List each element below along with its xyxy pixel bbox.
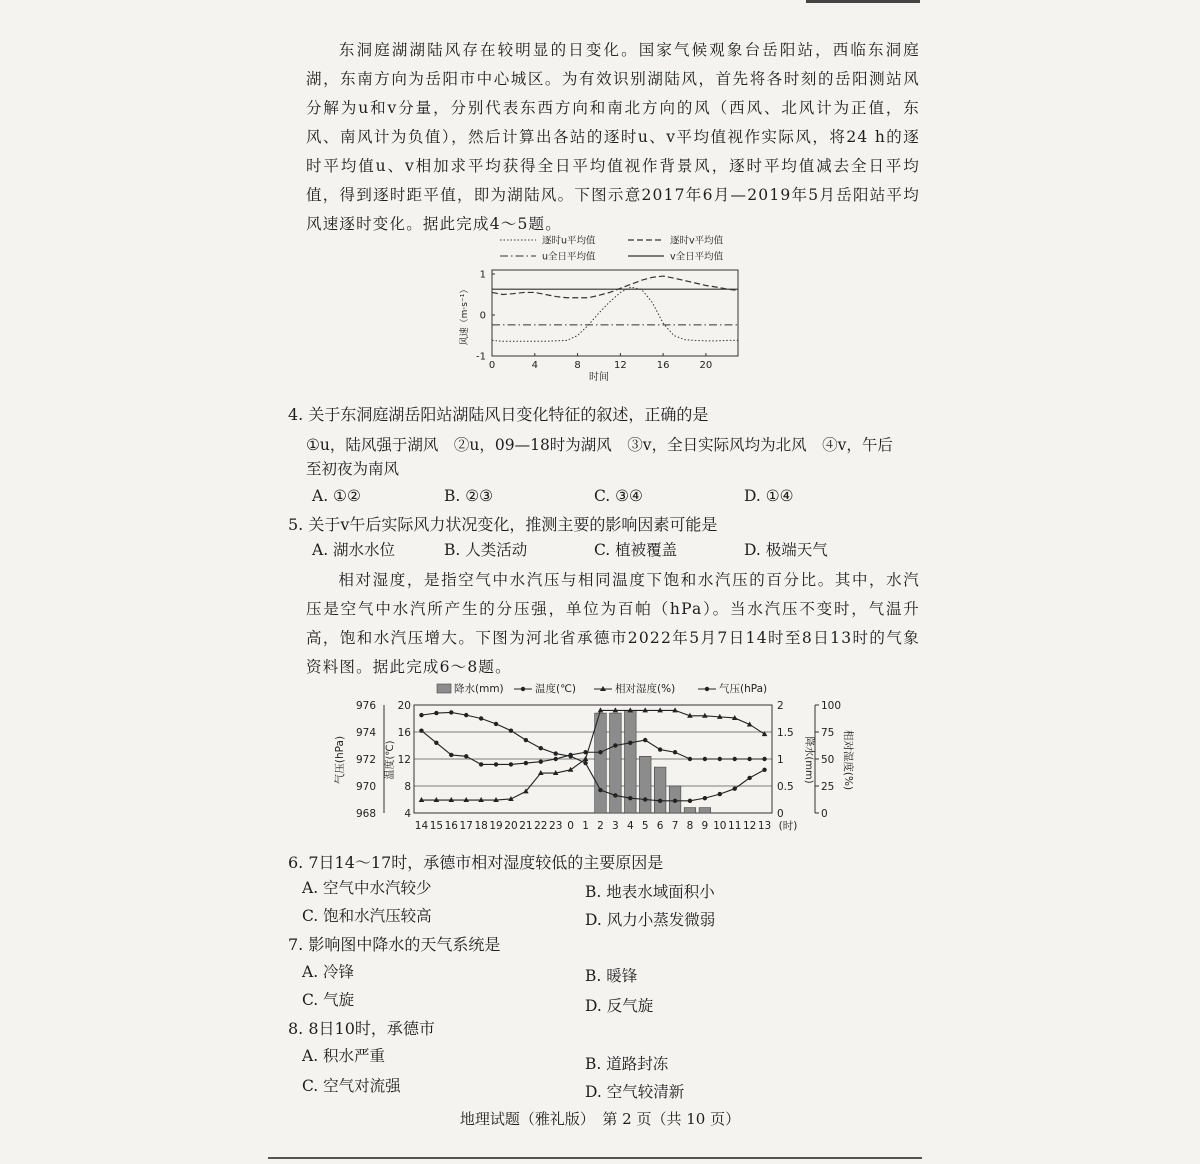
- temperature-point: [688, 799, 692, 803]
- wind-x-tick-label: 4: [531, 360, 538, 371]
- q6-option-a[interactable]: A. 空气中水汽较少: [302, 879, 432, 897]
- question-5-stem: 5. 关于v午后实际风力状况变化，推测主要的影响因素可能是: [288, 515, 718, 534]
- pressure-tick-label: 972: [355, 754, 376, 766]
- intro-paragraph-2: [306, 566, 920, 682]
- hour-unit-label: (时): [778, 820, 798, 832]
- temperature-tick-label: 8: [404, 781, 411, 793]
- temperature-point: [479, 716, 483, 720]
- q5-option-b[interactable]: B. 人类活动: [444, 541, 528, 559]
- pressure-axis-label: 气压(hPa): [334, 735, 346, 785]
- temperature-tick-label: 16: [397, 727, 411, 739]
- precip-bar: [684, 808, 696, 813]
- wind-speed-chart: [448, 232, 748, 382]
- q4-option-d[interactable]: D. ①④: [744, 487, 794, 505]
- page-footer: 地理试题（雅礼版） 第 2 页（共 10 页）: [459, 1110, 741, 1128]
- precip-bar: [610, 713, 622, 813]
- wind-legend-label-2: u全日平均值: [542, 251, 596, 263]
- pressure-point: [688, 757, 692, 761]
- q4-option-c[interactable]: C. ③④: [594, 487, 643, 505]
- q5-option-c[interactable]: C. 植被覆盖: [594, 541, 678, 559]
- pressure-point: [658, 747, 662, 751]
- hour-tick-label: 9: [701, 820, 709, 832]
- q4-option-a[interactable]: A. ①②: [312, 487, 361, 505]
- hour-tick-label: 2: [597, 820, 604, 832]
- humidity-tick-label: 25: [821, 781, 835, 793]
- pressure-point: [643, 738, 647, 742]
- temperature-line: [421, 712, 764, 800]
- pressure-point: [703, 757, 707, 761]
- hour-tick-label: 13: [757, 820, 772, 832]
- hour-tick-label: 22: [534, 820, 548, 832]
- hour-tick-label: 6: [656, 820, 664, 832]
- pressure-tick-label: 976: [355, 700, 376, 712]
- humidity-point: [583, 756, 589, 761]
- wind-series-line-1: [492, 276, 738, 298]
- pressure-point: [449, 753, 453, 757]
- question-4-statements: ①u，陆风强于湖风 ②u，09—18时为湖风 ③v，全日实际风均为北风 ④v，午后: [306, 436, 893, 454]
- pressure-point: [613, 743, 617, 747]
- q6-option-c[interactable]: C. 饱和水汽压较高: [302, 907, 432, 925]
- legend-temp-marker: [521, 687, 525, 691]
- humidity-line: [421, 710, 764, 800]
- pressure-point: [568, 753, 572, 757]
- temperature-point: [434, 711, 438, 715]
- temperature-point: [673, 799, 677, 803]
- hour-tick-label: 18: [474, 820, 488, 832]
- q8-option-c[interactable]: C. 空气对流强: [302, 1077, 401, 1095]
- hour-tick-label: 14: [414, 820, 429, 832]
- q6-option-d[interactable]: D. 风力小蒸发微弱: [585, 911, 716, 929]
- pressure-point: [747, 757, 751, 761]
- pressure-point: [673, 750, 677, 754]
- pressure-point: [598, 750, 602, 754]
- humidity-tick-label: 75: [821, 727, 835, 739]
- q8-option-a[interactable]: A. 积水严重: [302, 1047, 386, 1065]
- precip-tick-label: 0.5: [777, 781, 794, 793]
- temperature-point: [733, 787, 737, 791]
- temperature-point: [464, 713, 468, 717]
- temperature-point: [419, 713, 423, 717]
- q4-option-b[interactable]: B. ②③: [444, 487, 494, 505]
- humidity-point: [568, 767, 574, 772]
- legend-precip-swatch: [437, 684, 451, 693]
- humidity-tick-label: 100: [821, 700, 842, 712]
- question-6-stem: 6. 7日14～17时，承德市相对湿度较低的主要原因是: [288, 853, 664, 872]
- temperature-axis-label: 温度(℃): [385, 740, 396, 780]
- temperature-point: [583, 761, 587, 765]
- intro-text-1: 东洞庭湖湖陆风存在较明显的日变化。国家气候观象台岳阳站，西临东洞庭湖，东南方向为岳阳市中心城区。为有效识别湖陆风，首先将各时刻的岳阳测站风分解为u和v分量，分别代表东西方向和南北方向的风（西风、北风计为正值，东风、南风计为负值），然后计算出各站的逐时u、v平均值视作实际风，将24 h的逐时平均值u、v相加求平均获得全日平均值视作背景风，逐时平均值减去全日平均值，得到逐时距平值，即为湖陆风。下图示意2017年6月—2019年5月岳阳站平均风速逐时变化。据此完成4～5题。: [306, 41, 920, 233]
- wind-y-axis-label: 风速（m·s⁻¹）: [460, 284, 470, 346]
- wind-y-tick-label: 0: [479, 310, 486, 322]
- temperature-point: [509, 728, 513, 732]
- legend-precip-label: 降水(mm): [454, 683, 504, 695]
- humidity-axis-label: 相对湿度(%): [842, 729, 854, 791]
- temperature-point: [658, 799, 662, 803]
- temperature-point: [643, 797, 647, 801]
- scan-edge-mark-bottom: [268, 1157, 922, 1159]
- hour-tick-label: 3: [612, 820, 619, 832]
- wind-x-tick-label: 12: [613, 360, 627, 371]
- scan-edge-mark-top: [806, 0, 920, 3]
- hour-tick-label: 1: [582, 820, 589, 832]
- temperature-point: [449, 710, 453, 714]
- pressure-point: [733, 757, 737, 761]
- temperature-tick-label: 4: [404, 808, 411, 820]
- precip-tick-label: 1.5: [777, 727, 794, 739]
- wind-x-tick-label: 0: [488, 360, 496, 371]
- temperature-point: [747, 776, 751, 780]
- temperature-point: [762, 768, 766, 772]
- temperature-point: [703, 796, 707, 800]
- hour-tick-label: 12: [742, 820, 757, 832]
- pressure-point: [718, 757, 722, 761]
- chengde-weather-chart: [330, 680, 854, 840]
- q7-option-c[interactable]: C. 气旋: [302, 991, 355, 1009]
- pressure-tick-label: 970: [355, 781, 376, 793]
- q6-option-b[interactable]: B. 地表水域面积小: [585, 883, 715, 901]
- temperature-tick-label: 20: [397, 700, 411, 712]
- wind-x-tick-label: 20: [699, 360, 713, 371]
- pressure-point: [494, 762, 498, 766]
- question-4-stem: 4. 关于东洞庭湖岳阳站湖陆风日变化特征的叙述，正确的是: [288, 405, 709, 424]
- pressure-tick-label: 974: [355, 727, 376, 739]
- legend-pressure-label: 气压(hPa): [719, 683, 768, 695]
- hour-tick-label: 5: [641, 820, 649, 832]
- wind-x-tick-label: 8: [574, 360, 581, 371]
- temperature-point: [613, 793, 617, 797]
- question-8-stem: 8. 8日10时，承德市: [288, 1019, 435, 1038]
- hour-tick-label: 19: [489, 820, 503, 832]
- wind-x-axis-label: 时间: [589, 372, 609, 383]
- pressure-point: [762, 757, 766, 761]
- temperature-point: [598, 788, 602, 792]
- wind-series-line-0: [492, 287, 738, 341]
- pressure-point: [554, 757, 558, 761]
- hour-tick-label: 4: [626, 820, 634, 832]
- q5-option-d[interactable]: D. 极端天气: [744, 541, 828, 559]
- precip-axis-label: 降水(mm): [803, 736, 814, 784]
- hour-tick-label: 20: [504, 820, 518, 832]
- q7-option-b[interactable]: B. 暖锋: [585, 967, 638, 985]
- wind-legend-label-3: v全日平均值: [670, 251, 724, 263]
- hour-tick-label: 8: [686, 820, 694, 832]
- humidity-tick-label: 50: [821, 754, 835, 766]
- wind-y-tick-label: -1: [476, 351, 486, 363]
- precip-tick-label: 1: [777, 754, 784, 766]
- hour-tick-label: 10: [713, 820, 727, 832]
- q8-option-b[interactable]: B. 道路封冻: [585, 1055, 669, 1073]
- intro-paragraph-1: [306, 36, 920, 239]
- pressure-point: [464, 754, 468, 758]
- precip-bar: [654, 767, 666, 813]
- wind-legend-label-0: 逐时u平均值: [542, 235, 596, 247]
- question-4-statements-cont: 至初夜为南风: [306, 460, 400, 478]
- humidity-tick-label: 0: [821, 808, 828, 820]
- precip-tick-label: 2: [777, 700, 784, 712]
- precip-bar: [595, 713, 607, 813]
- legend-pressure-marker: [705, 687, 709, 691]
- temperature-point: [628, 796, 632, 800]
- hour-tick-label: 17: [459, 820, 473, 832]
- pressure-point: [524, 761, 528, 765]
- legend-humidity-label: 相对湿度(%): [615, 683, 676, 695]
- precip-tick-label: 0: [777, 808, 784, 820]
- hour-tick-label: 23: [549, 820, 563, 832]
- temperature-point: [524, 738, 528, 742]
- temperature-point: [494, 722, 498, 726]
- hour-tick-label: 15: [429, 820, 444, 832]
- hour-tick-label: 21: [519, 820, 533, 832]
- q7-option-d[interactable]: D. 反气旋: [585, 997, 654, 1015]
- q7-option-a[interactable]: A. 冷锋: [302, 963, 355, 981]
- temperature-point: [539, 746, 543, 750]
- wind-x-tick-label: 16: [656, 360, 670, 371]
- pressure-point: [539, 760, 543, 764]
- hour-tick-label: 7: [671, 820, 679, 832]
- pressure-tick-label: 968: [355, 808, 376, 820]
- q5-option-a[interactable]: A. 湖水水位: [312, 541, 396, 559]
- question-7-stem: 7. 影响图中降水的天气系统是: [288, 935, 501, 954]
- temperature-point: [554, 751, 558, 755]
- precip-bar: [639, 756, 651, 813]
- q8-option-d[interactable]: D. 空气较清新: [585, 1083, 685, 1101]
- temperature-point: [718, 792, 722, 796]
- pressure-point: [628, 741, 632, 745]
- pressure-point: [479, 762, 483, 766]
- pressure-point: [419, 728, 423, 732]
- wind-legend-label-1: 逐时v平均值: [670, 235, 724, 247]
- wind-plot-frame: [492, 270, 738, 356]
- pressure-point: [509, 762, 513, 766]
- precip-bar: [699, 808, 711, 813]
- hour-tick-label: 0: [567, 820, 574, 832]
- legend-temp-label: 温度(℃): [535, 683, 576, 695]
- hour-tick-label: 16: [444, 820, 458, 832]
- hour-tick-label: 11: [728, 820, 742, 832]
- temperature-tick-label: 12: [397, 754, 411, 766]
- intro-text-2: 相对湿度，是指空气中水汽压与相同温度下饱和水汽压的百分比。其中，水汽压是空气中水汽所产生的分压强，单位为百帕（hPa）。当水汽压不变时，气温升高，饱和水汽压增大。下图为河北省承德市2022年5月7日14时至8日13时的气象资料图。据此完成6～8题。: [306, 571, 920, 676]
- pressure-point: [583, 750, 587, 754]
- pressure-point: [434, 741, 438, 745]
- wind-y-tick-label: 1: [479, 269, 486, 281]
